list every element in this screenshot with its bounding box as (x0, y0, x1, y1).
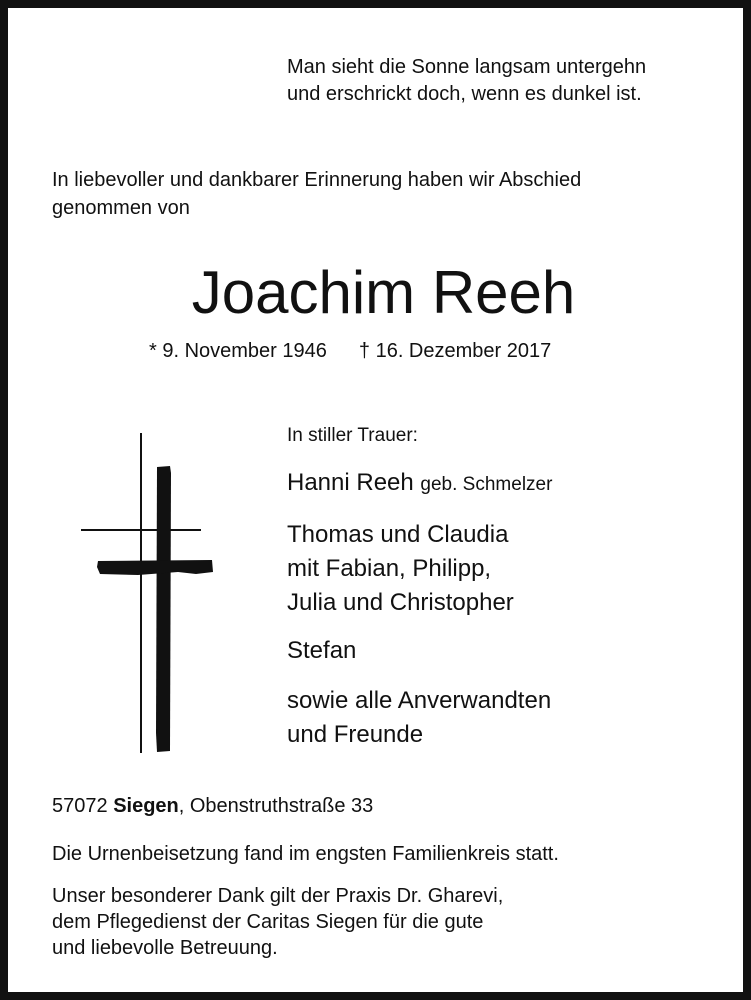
relatives-line-1: sowie alle Anverwandten (287, 687, 552, 714)
thanks-line-1: Unser besonderer Dank gilt der Praxis Dr. Gharevi, (52, 885, 504, 907)
life-dates (149, 337, 551, 365)
thanks-line-2: dem Pflegedienst der Caritas Siegen für die gute (52, 911, 484, 933)
intro-line-2: genommen von (52, 197, 190, 219)
cross-thin-horizontal (81, 529, 201, 531)
motto-quote (287, 54, 646, 108)
relatives-line-2: und Freunde (287, 721, 424, 748)
burial-note: Die Urnenbeisetzung fand im engsten Familienkreis statt. (52, 843, 559, 865)
address-street: , Obenstruthstraße 33 (178, 795, 374, 817)
cross-thin-vertical (140, 433, 142, 753)
cross-bold-horizontal (97, 560, 213, 575)
birth-date: * 9. November 1946 (149, 340, 327, 362)
motto-line-1: Man sieht die Sonne langsam untergehn (287, 56, 647, 78)
deceased-name: Joachim Reeh (191, 259, 576, 326)
mourner-family (287, 518, 514, 620)
family-line-3: Julia und Christopher (287, 589, 514, 616)
mourners-intro: In stiller Trauer: (287, 425, 418, 446)
family-line-1: Thomas und Claudia (287, 521, 509, 548)
address (52, 792, 373, 820)
spouse-name: Hanni Reeh (287, 469, 414, 496)
cross-bold-vertical (156, 466, 171, 752)
intro-line-1: In liebevoller und dankbarer Erinnerung haben wir Abschied (52, 169, 582, 191)
mourner-relatives (287, 684, 551, 752)
spouse-maiden-name: geb. Schmelzer (420, 474, 553, 495)
intro-text (52, 166, 581, 222)
address-zip: 57072 (52, 795, 108, 817)
cross-icon (78, 433, 218, 755)
family-line-2: mit Fabian, Philipp, (287, 555, 492, 582)
motto-line-2: und erschrickt doch, wenn es dunkel ist. (287, 83, 642, 105)
address-city: Siegen (113, 795, 179, 817)
death-date: † 16. Dezember 2017 (358, 340, 552, 362)
thanks-line-3: und liebevolle Betreuung. (52, 937, 278, 959)
mourner-spouse (287, 466, 552, 502)
mourner-son: Stefan (287, 637, 357, 664)
thanks-text (52, 883, 503, 961)
